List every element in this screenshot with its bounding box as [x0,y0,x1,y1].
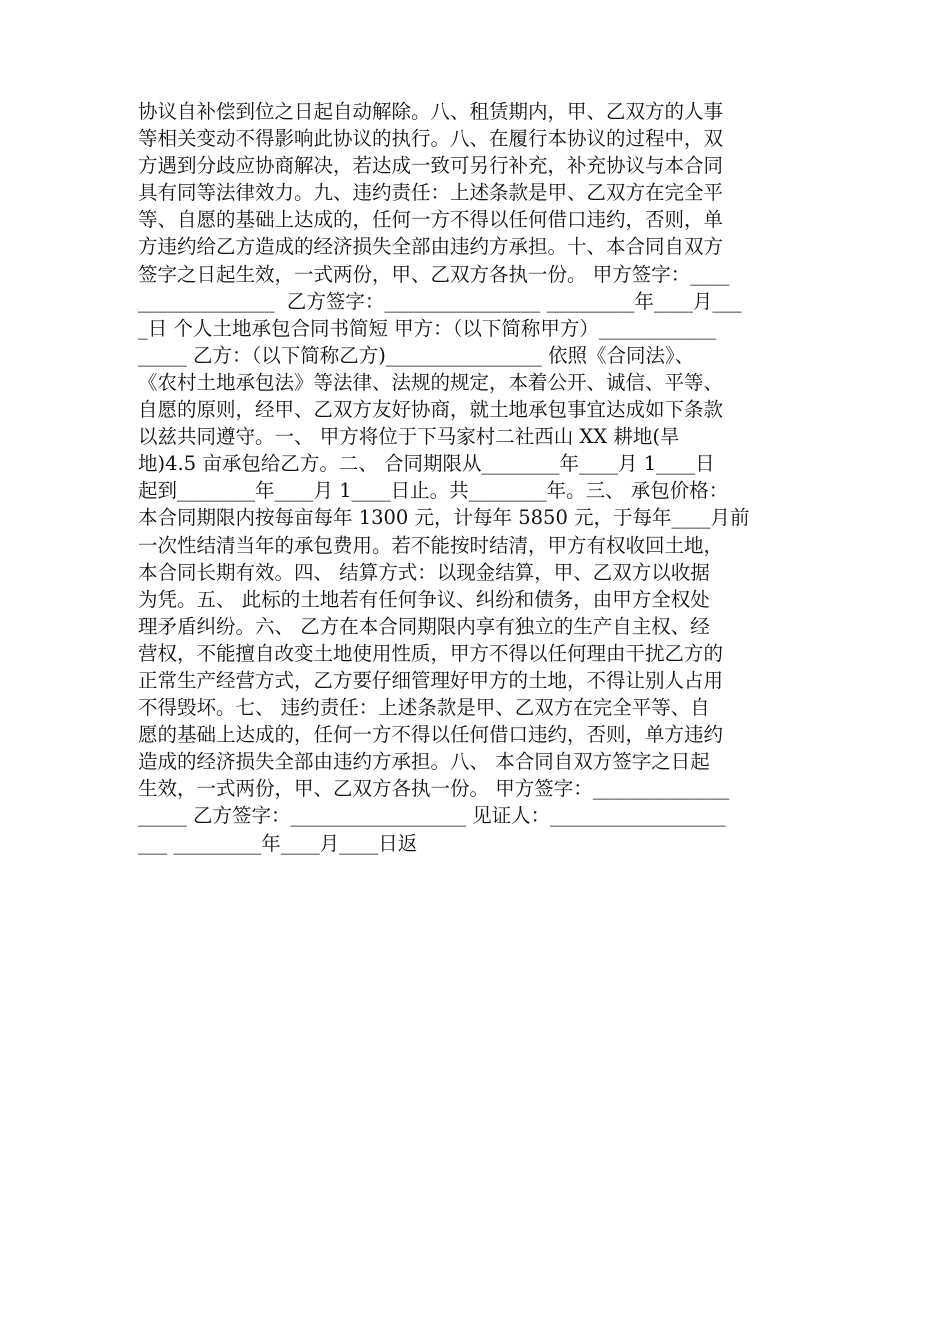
text-line: 不得毁坏。七、 违约责任：上述条款是甲、乙双方在完全平等、自 [138,696,710,720]
text-line: 自愿的原则，经甲、乙双方友好协商，就土地承包事宜达成如下条款 [138,398,724,422]
text-line: 生效，一式两份，甲、乙双方各执一份。 甲方签字：______________ [138,777,730,801]
text-line: 等、自愿的基础上达成的，任何一方不得以任何借口违约，否则，单 [138,208,724,232]
text-line: 地)4.5 亩承包给乙方。二、 合同期限从________年____月 1____日 [138,452,715,476]
text-line: 造成的经济损失全部由违约方承担。八、 本合同自双方签字之日起 [138,750,710,774]
text-line: ______________ 乙方签字：________________ _________年____月___ [138,289,742,313]
text-line: _____ 乙方：（以下简称乙方)________________ 依照《合同法》、 [138,343,695,367]
text-line: 方遇到分歧应协商解决，若达成一致可另行补充，补充协议与本合同 [138,154,724,178]
text-line: 营权，不能擅自改变土地使用性质，甲方不得以任何理由干扰乙方的 [138,641,724,665]
text-line: 起到________年____月 1____日止。共________年。三、 承包价格： [138,479,729,503]
text-line: 协议自补偿到位之日起自动解除。八、租赁期内，甲、乙双方的人事 [138,100,724,123]
text-line: 正常生产经营方式，乙方要仔细管理好甲方的土地，不得让别人占用 [138,668,724,692]
text-line: 本合同期限内按每亩每年 1300 元，计每年 5850 元，于每年____月前 [138,506,750,530]
text-line: 为凭。五、 此标的土地若有任何争议、纠纷和债务，由甲方全权处 [138,587,710,611]
text-line: 等相关变动不得影响此协议的执行。八、在履行本协议的过程中，双 [138,127,724,151]
text-line: 《农村土地承包法》等法律、法规的规定，本着公开、诚信、平等、 [138,370,724,394]
text-line: 签字之日起生效，一式两份，甲、乙双方各执一份。 甲方签字：____ [138,262,730,286]
text-line: _日 个人土地承包合同书简短 甲方：（以下简称甲方）____________ [138,316,716,340]
contract-text [138,98,818,857]
text-line: _____ 乙方签字：__________________ 见证人：__________________ [138,804,726,828]
text-line: 方违约给乙方造成的经济损失全部由违约方承担。十、本合同自双方 [138,235,724,259]
text-line: 以兹共同遵守。一、 甲方将位于下马家村二社西山 XX 耕地(旱 [138,425,680,449]
text-line: 一次性结清当年的承包费用。若不能按时结清，甲方有权收回土地， [138,533,724,557]
text-line: 愿的基础上达成的，任何一方不得以任何借口违约，否则，单方违约 [138,723,724,747]
text-line: ___ _________年____月____日返 [138,831,418,855]
text-line: 具有同等法律效力。九、违约责任：上述条款是甲、乙双方在完全平 [138,181,724,205]
text-line: 理矛盾纠纷。六、 乙方在本合同期限内享有独立的生产自主权、经 [138,614,710,638]
text-line: 本合同长期有效。四、 结算方式：以现金结算，甲、乙双方以收据 [138,560,710,584]
